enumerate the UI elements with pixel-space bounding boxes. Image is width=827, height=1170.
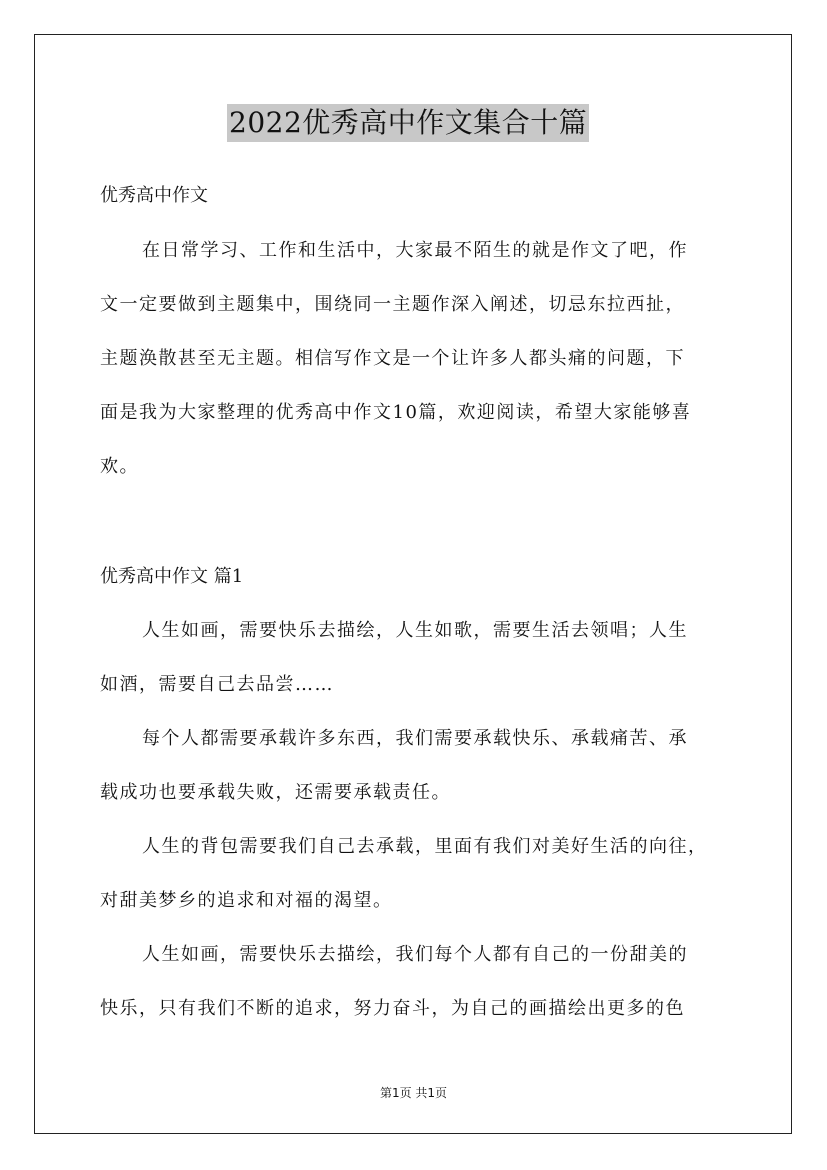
- section-1-line: 如酒，需要自己去品尝……: [100, 674, 334, 695]
- intro-line: 主题涣散甚至无主题。相信写作文是一个让许多人都头痛的问题，下: [100, 348, 685, 369]
- document-title: 2022优秀高中作文集合十篇: [227, 104, 589, 142]
- intro-heading: 优秀高中作文: [100, 185, 208, 206]
- section-1-line: 载成功也要承载失败，还需要承载责任。: [100, 782, 451, 803]
- section-1-heading: 优秀高中作文 篇1: [100, 566, 244, 587]
- section-1-line: 对甜美梦乡的追求和对福的渴望。: [100, 890, 393, 911]
- section-1-line: 每个人都需要承载许多东西，我们需要承载快乐、承载痛苦、承: [142, 728, 688, 749]
- page-footer: 第1页 共1页: [379, 1086, 448, 1100]
- section-1-line: 人生如画，需要快乐去描绘，人生如歌，需要生活去领唱；人生: [142, 620, 688, 641]
- intro-line: 文一定要做到主题集中，围绕同一主题作深入阐述，切忌东拉西扯，: [100, 294, 685, 315]
- section-1-line: 人生如画，需要快乐去描绘，我们每个人都有自己的一份甜美的: [142, 944, 688, 965]
- section-1-line: 快乐，只有我们不断的追求，努力奋斗，为自己的画描绘出更多的色: [100, 998, 685, 1019]
- intro-line: 在日常学习、工作和生活中，大家最不陌生的就是作文了吧，作: [142, 240, 688, 261]
- intro-line: 欢。: [100, 456, 139, 477]
- intro-line: 面是我为大家整理的优秀高中作文10篇，欢迎阅读，希望大家能够喜: [100, 402, 692, 423]
- section-1-line: 人生的背包需要我们自己去承载，里面有我们对美好生活的向往，: [142, 836, 708, 857]
